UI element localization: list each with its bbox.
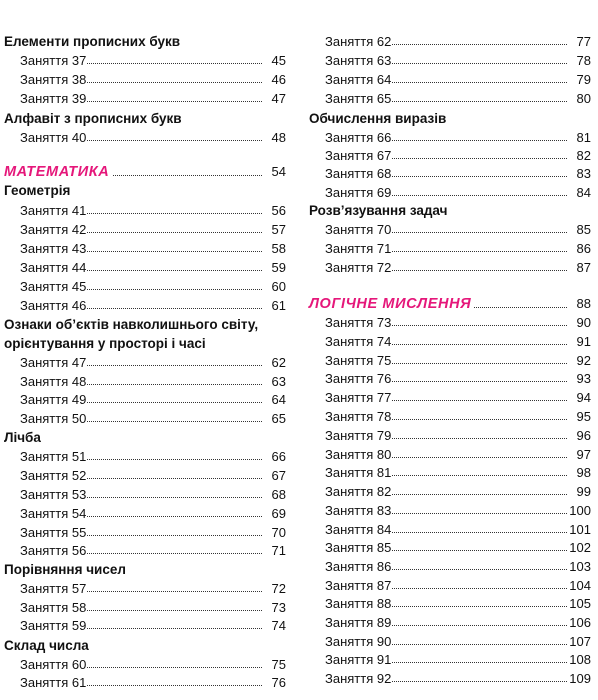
toc-entry (0, 410, 286, 428)
page-number: 60 (271, 279, 286, 294)
entry-label: Заняття 49 (20, 392, 87, 407)
page-number: 82 (576, 148, 591, 163)
entry-label: Заняття 73 (325, 315, 392, 330)
entry-label: Заняття 42 (20, 222, 87, 237)
entry-label: Заняття 38 (20, 72, 87, 87)
toc-entry (0, 391, 286, 409)
toc-section-heading (305, 202, 591, 220)
page-number: 104 (569, 578, 591, 593)
page-number: 88 (576, 296, 591, 311)
page-number: 93 (576, 371, 591, 386)
page-number: 101 (569, 522, 591, 537)
toc-entry (0, 580, 286, 598)
toc-entry (0, 486, 286, 504)
entry-label: Заняття 77 (325, 390, 392, 405)
toc-entry (0, 259, 286, 277)
entry-label: Заняття 80 (325, 447, 392, 462)
entry-label: Заняття 81 (325, 465, 392, 480)
page-number: 59 (271, 260, 286, 275)
toc-entry (305, 147, 591, 165)
toc-entry (0, 202, 286, 220)
entry-label: Заняття 55 (20, 525, 87, 540)
page-number: 92 (576, 353, 591, 368)
heading-text: Обчислення виразів (309, 111, 447, 126)
entry-label: Заняття 82 (325, 484, 392, 499)
toc-entry (305, 314, 591, 332)
toc-entry (305, 184, 591, 202)
toc-entry (0, 467, 286, 485)
entry-label: Заняття 66 (325, 130, 392, 145)
entry-label: Заняття 83 (325, 503, 392, 518)
page-number: 81 (576, 130, 591, 145)
entry-label: Заняття 40 (20, 130, 87, 145)
toc-entry (0, 373, 286, 391)
page-number: 64 (271, 392, 286, 407)
page-number: 103 (569, 559, 591, 574)
entry-label: Заняття 68 (325, 166, 392, 181)
entry-label: Заняття 76 (325, 371, 392, 386)
toc-entry (305, 595, 591, 613)
heading-text: Геометрія (4, 183, 71, 198)
page-number: 85 (576, 222, 591, 237)
entry-label: Заняття 70 (325, 222, 392, 237)
toc-entry (0, 599, 286, 617)
entry-label: Заняття 56 (20, 543, 87, 558)
page-number: 54 (271, 164, 286, 179)
toc-entry (305, 558, 591, 576)
entry-label: Заняття 74 (325, 334, 392, 349)
page-number: 96 (576, 428, 591, 443)
page-number: 102 (569, 540, 591, 555)
entry-label: Заняття 37 (20, 53, 87, 68)
entry-label: Заняття 54 (20, 506, 87, 521)
toc-entry (0, 278, 286, 296)
page-number: 57 (271, 222, 286, 237)
entry-label: Заняття 92 (325, 671, 392, 686)
page-number: 48 (271, 130, 286, 145)
entry-label: Заняття 61 (20, 675, 87, 690)
toc-entry (305, 389, 591, 407)
entry-label: Заняття 89 (325, 615, 392, 630)
subject-title: ЛОГІЧНЕ МИСЛЕННЯ (309, 295, 474, 313)
page-number: 72 (271, 581, 286, 596)
heading-text: Ознаки об’єктів навколишнього світу, (4, 317, 259, 332)
entry-label: Заняття 78 (325, 409, 392, 424)
entry-label: Заняття 72 (325, 260, 392, 275)
page-number: 106 (569, 615, 591, 630)
page-number: 80 (576, 91, 591, 106)
toc-entry (305, 333, 591, 351)
entry-label: Заняття 84 (325, 522, 392, 537)
page-number: 67 (271, 468, 286, 483)
toc-entry (305, 240, 591, 258)
page-number: 65 (271, 411, 286, 426)
page-number: 62 (271, 355, 286, 370)
page-number: 100 (569, 503, 591, 518)
page-number: 68 (271, 487, 286, 502)
toc-entry (305, 408, 591, 426)
page-number: 61 (271, 298, 286, 313)
page-number: 78 (576, 53, 591, 68)
entry-label: Заняття 50 (20, 411, 87, 426)
page-number: 56 (271, 203, 286, 218)
entry-label: Заняття 62 (325, 34, 392, 49)
toc-entry (0, 542, 286, 560)
entry-label: Заняття 57 (20, 581, 87, 596)
page-number: 83 (576, 166, 591, 181)
toc-entry (0, 52, 286, 70)
entry-label: Заняття 52 (20, 468, 87, 483)
toc-entry (0, 505, 286, 523)
toc-entry (305, 33, 591, 51)
toc-entry (305, 502, 591, 520)
toc-entry (305, 259, 591, 277)
entry-label: Заняття 79 (325, 428, 392, 443)
page-number: 98 (576, 465, 591, 480)
heading-text: Лічба (4, 430, 41, 445)
toc-entry (305, 52, 591, 70)
toc-entry (0, 129, 286, 147)
toc-section-heading (0, 182, 286, 200)
entry-label: Заняття 44 (20, 260, 87, 275)
toc-entry (305, 521, 591, 539)
page-number: 84 (576, 185, 591, 200)
page-number: 58 (271, 241, 286, 256)
toc-section-heading (0, 110, 286, 128)
heading-text: Елементи прописних букв (4, 34, 181, 49)
page-number: 74 (271, 618, 286, 633)
entry-label: Заняття 47 (20, 355, 87, 370)
toc-entry (0, 90, 286, 108)
page-number: 75 (271, 657, 286, 672)
entry-label: Заняття 43 (20, 241, 87, 256)
subject-title: МАТЕМАТИКА (4, 163, 112, 181)
entry-label: Заняття 59 (20, 618, 87, 633)
toc-entry (305, 539, 591, 557)
entry-label: Заняття 41 (20, 203, 87, 218)
entry-label: Заняття 75 (325, 353, 392, 368)
page-number: 46 (271, 72, 286, 87)
page-number: 87 (576, 260, 591, 275)
entry-label: Заняття 46 (20, 298, 87, 313)
entry-label: Заняття 88 (325, 596, 392, 611)
toc-entry (305, 464, 591, 482)
entry-label: Заняття 67 (325, 148, 392, 163)
page-number: 107 (569, 634, 591, 649)
toc-entry (0, 71, 286, 89)
toc-section-heading (0, 33, 286, 51)
toc-section-heading (0, 561, 286, 579)
entry-label: Заняття 63 (325, 53, 392, 68)
entry-label: Заняття 87 (325, 578, 392, 593)
toc-entry (305, 483, 591, 501)
entry-label: Заняття 53 (20, 487, 87, 502)
toc-entry (0, 297, 286, 315)
page-number: 63 (271, 374, 286, 389)
entry-label: Заняття 71 (325, 241, 392, 256)
heading-text: Порівняння чисел (4, 562, 126, 577)
toc-entry (305, 670, 591, 688)
page-number: 94 (576, 390, 591, 405)
toc-entry (305, 71, 591, 89)
page-number: 109 (569, 671, 591, 686)
toc-entry (0, 524, 286, 542)
toc-entry (305, 651, 591, 669)
toc-entry (0, 674, 286, 692)
page-number: 97 (576, 447, 591, 462)
entry-label: Заняття 85 (325, 540, 392, 555)
page-number: 91 (576, 334, 591, 349)
entry-label: Заняття 69 (325, 185, 392, 200)
toc-entry (0, 354, 286, 372)
page-number: 66 (271, 449, 286, 464)
toc-entry (305, 129, 591, 147)
page-number: 95 (576, 409, 591, 424)
entry-label: Заняття 39 (20, 91, 87, 106)
entry-label: Заняття 90 (325, 634, 392, 649)
toc-subject-section (305, 295, 591, 313)
toc-entry (305, 90, 591, 108)
toc-section-heading (305, 110, 591, 128)
toc-section-heading (0, 316, 286, 334)
toc-entry (305, 370, 591, 388)
page-number: 71 (271, 543, 286, 558)
page-number: 47 (271, 91, 286, 106)
entry-label: Заняття 91 (325, 652, 392, 667)
toc-section-heading (0, 637, 286, 655)
page-number: 86 (576, 241, 591, 256)
toc-entry (305, 446, 591, 464)
heading-text: орієнтування у просторі і часі (4, 336, 206, 351)
toc-entry (305, 165, 591, 183)
page-number: 73 (271, 600, 286, 615)
toc-entry (305, 577, 591, 595)
toc-entry (0, 617, 286, 635)
toc-entry (305, 614, 591, 632)
page-number: 79 (576, 72, 591, 87)
page-number: 76 (271, 675, 286, 690)
toc-entry (0, 221, 286, 239)
toc-entry (305, 352, 591, 370)
page-number: 99 (576, 484, 591, 499)
entry-label: Заняття 65 (325, 91, 392, 106)
entry-label: Заняття 45 (20, 279, 87, 294)
heading-text: Склад числа (4, 638, 89, 653)
toc-entry (305, 427, 591, 445)
page-number: 90 (576, 315, 591, 330)
toc-entry (0, 240, 286, 258)
page-number: 108 (569, 652, 591, 667)
toc-entry (305, 633, 591, 651)
entry-label: Заняття 58 (20, 600, 87, 615)
entry-label: Заняття 86 (325, 559, 392, 574)
page-number: 70 (271, 525, 286, 540)
toc-entry (305, 221, 591, 239)
heading-text: Алфавіт з прописних букв (4, 111, 182, 126)
heading-text: Розв’язування задач (309, 203, 448, 218)
page-number: 69 (271, 506, 286, 521)
toc-subject-section (0, 163, 286, 181)
toc-section-heading (0, 335, 286, 353)
page-number: 45 (271, 53, 286, 68)
entry-label: Заняття 51 (20, 449, 87, 464)
page-number: 105 (569, 596, 591, 611)
toc-entry (0, 448, 286, 466)
page-number: 77 (576, 34, 591, 49)
entry-label: Заняття 48 (20, 374, 87, 389)
entry-label: Заняття 64 (325, 72, 392, 87)
entry-label: Заняття 60 (20, 657, 87, 672)
toc-entry (0, 656, 286, 674)
toc-section-heading (0, 429, 286, 447)
